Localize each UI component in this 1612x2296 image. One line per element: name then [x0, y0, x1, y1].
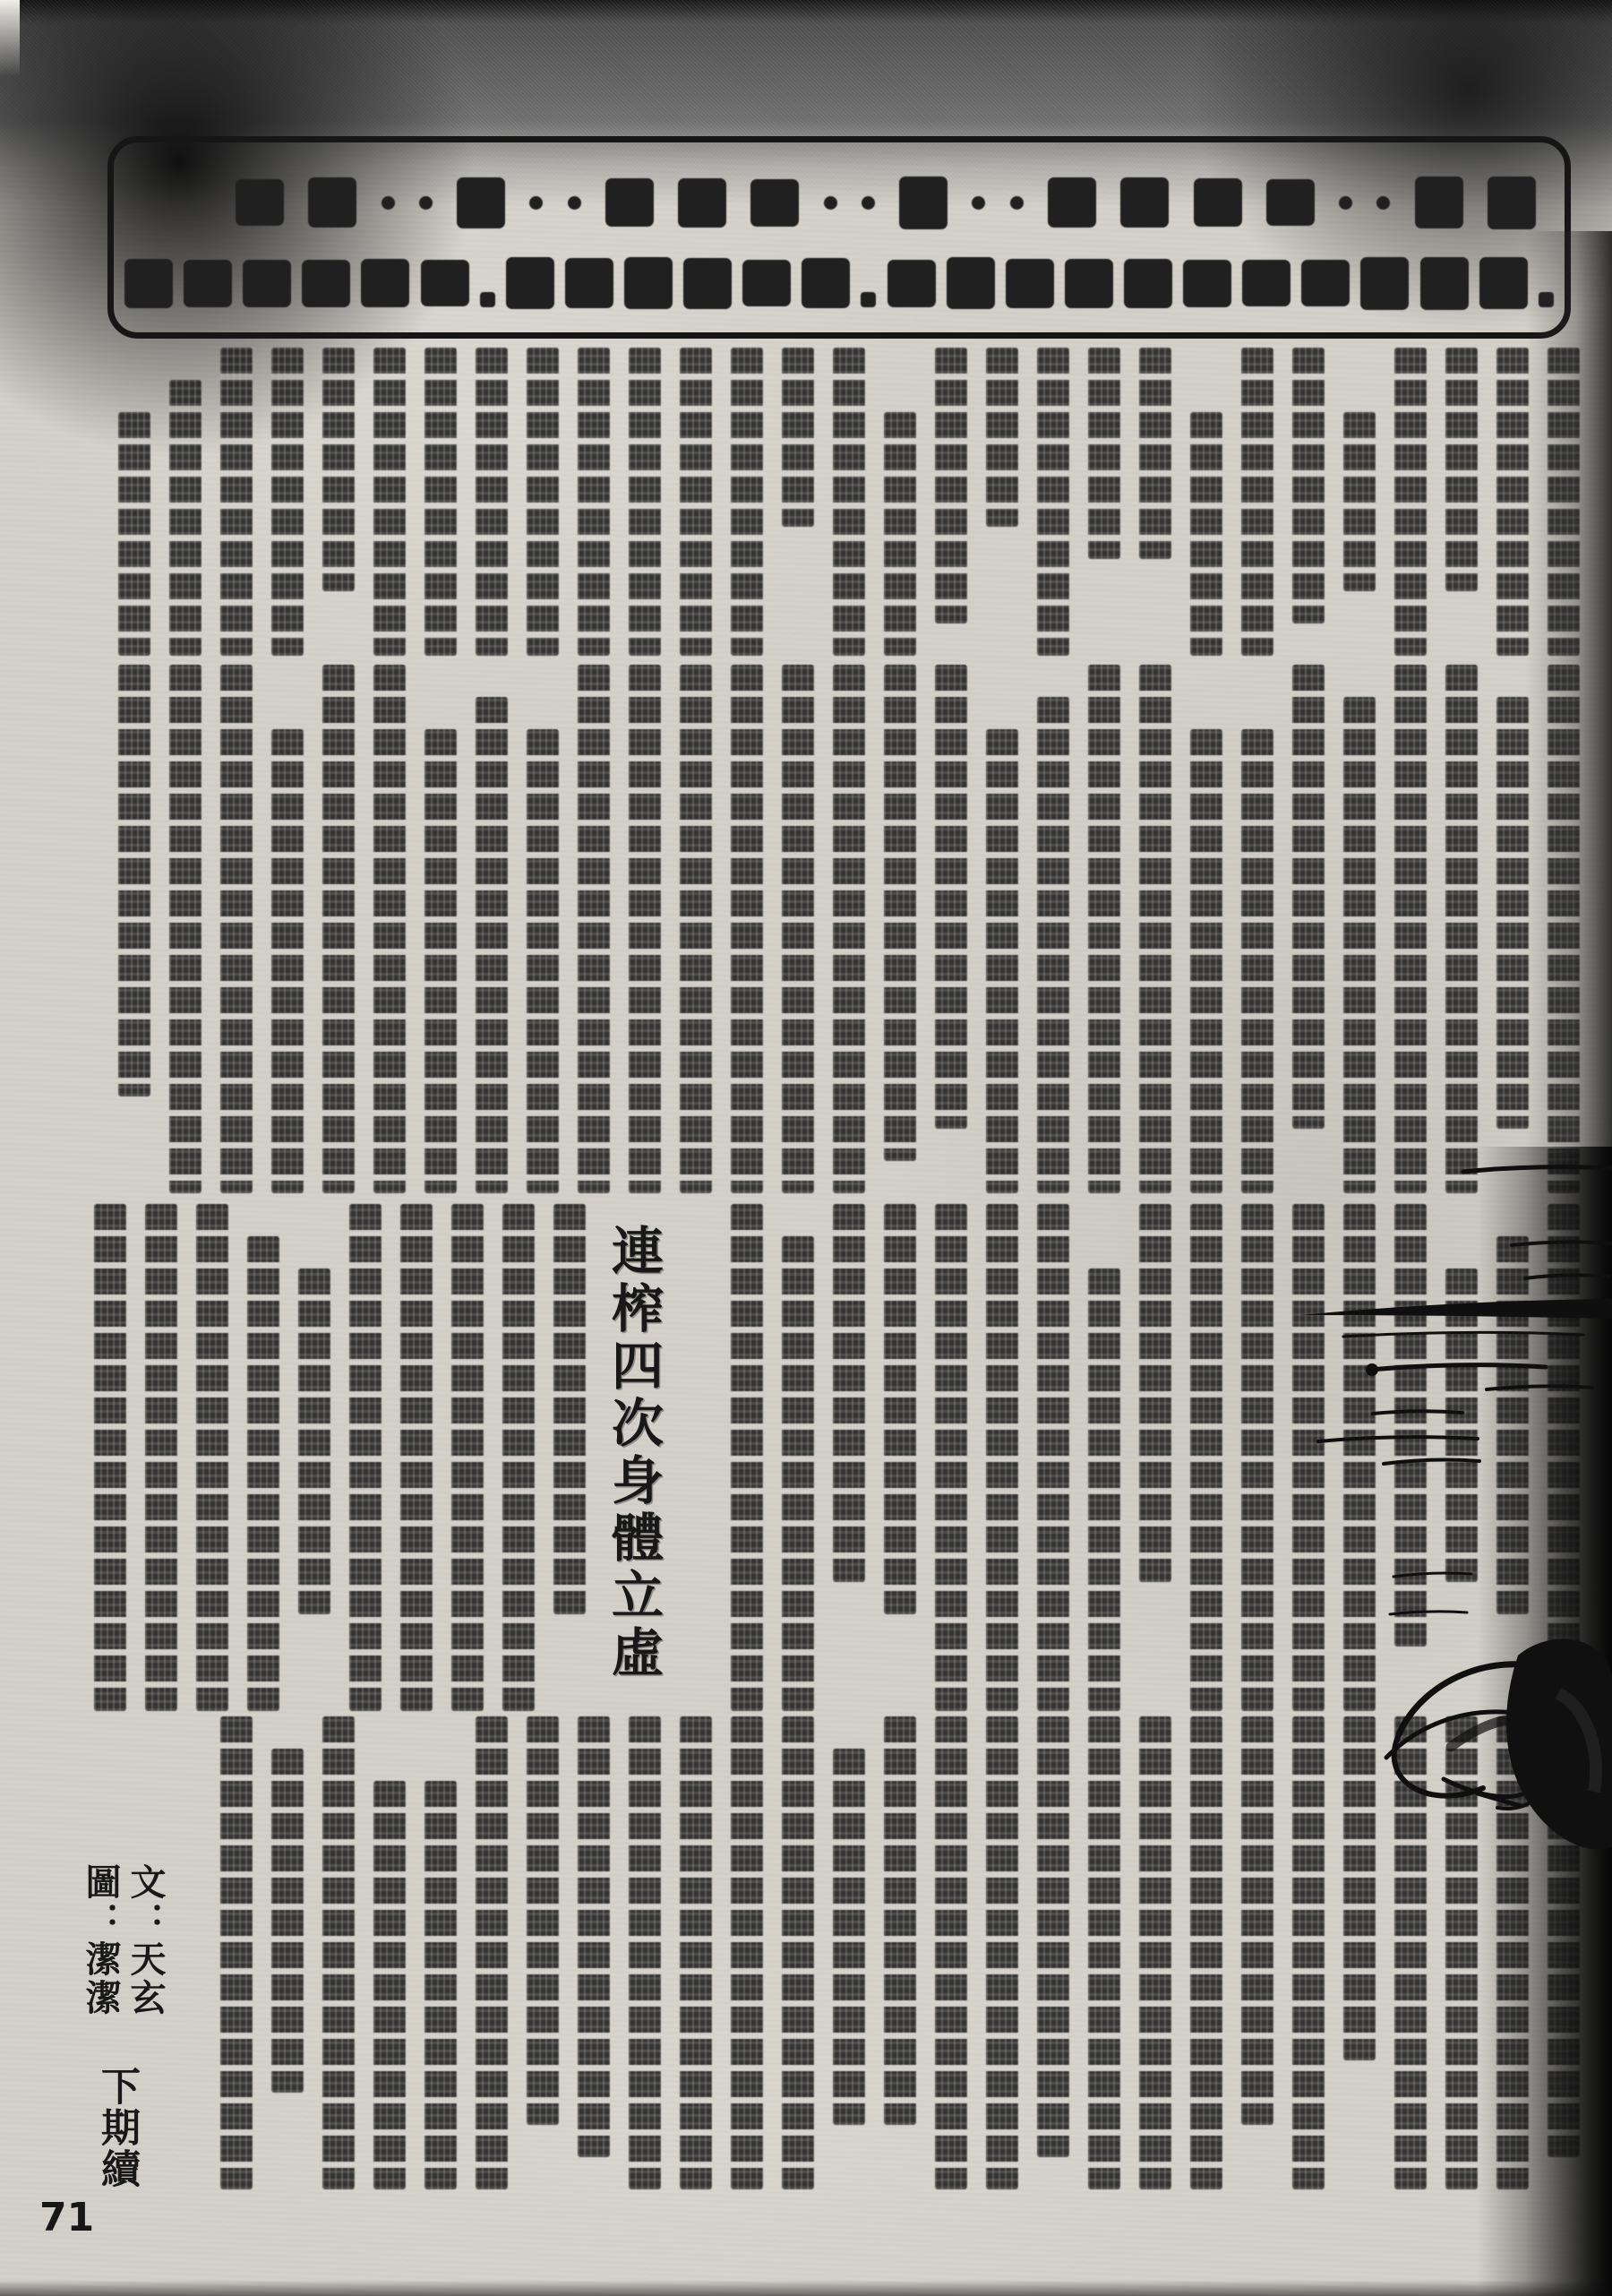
scan-right-edge-shadow-lower [1478, 1147, 1612, 2296]
redacted-text-column [373, 665, 406, 1193]
redacted-headline-glyph [750, 179, 799, 227]
redacted-text-column [118, 665, 150, 1096]
redacted-text-column [476, 1716, 508, 2189]
redacted-text-column [94, 1204, 126, 1711]
redacted-headline-glyph [824, 196, 837, 210]
redacted-text-column [1292, 348, 1325, 623]
redacted-text-column [220, 348, 253, 656]
redacted-text-column [1190, 1204, 1222, 1711]
redacted-text-column [298, 1268, 330, 1614]
redacted-headline-glyph [802, 258, 850, 308]
redacted-text-column [1292, 1716, 1325, 2189]
credit-artist: 圖：潔潔 [81, 1863, 120, 2017]
redacted-text-column [629, 348, 661, 656]
redacted-text-column [782, 348, 814, 527]
redacted-text-column [118, 412, 150, 656]
redacted-text-column [349, 1204, 382, 1711]
redacted-text-column [782, 1236, 814, 1711]
redacted-text-column [1241, 1716, 1273, 2125]
redacted-headline-glyph [1266, 179, 1315, 226]
redacted-text-column [833, 1749, 865, 2125]
redacted-text-column [1037, 697, 1069, 1193]
redacted-text-column [1139, 1204, 1171, 1582]
redacted-text-column [1037, 1716, 1069, 2157]
redacted-text-column [1139, 348, 1171, 559]
redacted-text-column [1241, 1204, 1273, 1711]
redacted-headline-glyph [972, 196, 985, 210]
redacted-headline-glyph [1360, 257, 1409, 310]
redacted-text-column [986, 1716, 1018, 2189]
redacted-headline-glyph [947, 257, 995, 309]
redacted-text-column [1394, 1716, 1427, 2189]
redacted-text-column [1241, 348, 1273, 656]
redacted-text-column [169, 665, 202, 1193]
scan-bottom-edge-shadow [0, 2280, 1612, 2296]
next-issue-label: 下期續 [95, 2066, 139, 2189]
redacted-text-column [1343, 1716, 1376, 2060]
redacted-text-column [1343, 697, 1376, 1193]
redacted-headline-glyph [1488, 176, 1536, 229]
redacted-headline-glyph [419, 196, 433, 210]
redacted-headline-glyph [124, 259, 173, 308]
redacted-text-column [680, 348, 712, 656]
redacted-text-column [1088, 348, 1120, 559]
redacted-text-column [1241, 729, 1273, 1193]
redacted-headline-glyph [1420, 257, 1469, 310]
redacted-text-column [935, 1204, 967, 1711]
redacted-headline-glyph [1120, 177, 1169, 228]
redacted-text-column [833, 665, 865, 1193]
redacted-text-column [731, 1204, 763, 1711]
redacted-text-column [578, 1716, 610, 2157]
redacted-text-column [322, 1716, 355, 2189]
headline-box [107, 136, 1571, 339]
redacted-headline-glyph [480, 292, 495, 307]
redacted-text-column [782, 665, 814, 1193]
redacted-headline-glyph [1301, 260, 1350, 306]
redacted-text-column [680, 665, 712, 1193]
redacted-headline-glyph [1339, 196, 1352, 210]
redacted-headline-glyph [1415, 176, 1463, 228]
redacted-text-column [1394, 665, 1427, 1193]
redacted-text-column [220, 665, 253, 1193]
redacted-headline-glyph [1010, 196, 1024, 210]
redacted-text-column [1139, 665, 1171, 1193]
body-text-band-3-left-redacted [79, 1204, 586, 1711]
redacted-text-column [169, 380, 202, 656]
redacted-headline-glyph [1124, 259, 1172, 308]
redacted-headline-glyph [1194, 178, 1242, 227]
redacted-text-column [220, 1716, 253, 2189]
redacted-text-column [884, 412, 916, 656]
redacted-text-column [935, 665, 967, 1129]
redacted-text-column [1394, 348, 1427, 656]
redacted-text-column [1190, 729, 1222, 1193]
redacted-headline-glyph [861, 292, 876, 307]
redacted-headline-glyph [1048, 177, 1096, 228]
redacted-text-column [1343, 1204, 1376, 1711]
redacted-text-column [884, 1204, 916, 1614]
redacted-text-column [1445, 665, 1478, 1193]
redacted-headline-glyph [421, 260, 469, 306]
redacted-headline-glyph [1376, 196, 1390, 210]
redacted-text-column [424, 1781, 457, 2189]
redacted-text-column [833, 348, 865, 656]
redacted-text-column [502, 1204, 535, 1711]
redacted-text-column [1343, 412, 1376, 591]
redacted-headline-glyph [1065, 259, 1113, 308]
redacted-headline-glyph [506, 257, 554, 309]
redacted-headline-glyph [568, 196, 581, 210]
redacted-headline-glyph [1242, 260, 1290, 306]
redacted-text-column [373, 1781, 406, 2189]
redacted-headline-glyph [1006, 259, 1054, 308]
redacted-text-column [935, 1716, 967, 2189]
redacted-headline-glyph [1183, 260, 1231, 307]
redacted-text-column [1037, 348, 1069, 656]
credit-author: 文：天玄 [125, 1863, 165, 2017]
redacted-text-column [145, 1204, 177, 1711]
redacted-headline-glyph [678, 178, 726, 228]
redacted-text-column [1292, 665, 1325, 1129]
redacted-headline-glyph [457, 177, 505, 228]
redacted-text-column [986, 729, 1018, 1193]
redacted-text-column [578, 665, 610, 1193]
redacted-text-column [271, 1749, 304, 2093]
redacted-headline-glyph [382, 196, 395, 210]
redacted-text-column [629, 665, 661, 1193]
redacted-text-column [322, 348, 355, 591]
redacted-text-column [1394, 1204, 1427, 1647]
redacted-text-column [1139, 1716, 1171, 2189]
redacted-text-column [527, 348, 559, 656]
redacted-text-column [578, 348, 610, 656]
redacted-text-column [553, 1204, 586, 1614]
redacted-text-column [1445, 348, 1478, 591]
redacted-text-column [1190, 1716, 1222, 2189]
redacted-headline-glyph [302, 260, 350, 307]
body-text-band-4-redacted [188, 1716, 1580, 2189]
redacted-text-column [527, 1716, 559, 2125]
redacted-text-column [731, 665, 763, 1193]
redacted-text-column [1445, 1716, 1478, 2189]
redacted-text-column [196, 1204, 228, 1711]
redacted-text-column [424, 348, 457, 656]
redacted-headline-glyph [529, 196, 543, 210]
redacted-text-column [731, 348, 763, 656]
redacted-text-column [424, 729, 457, 1193]
headline-line-2-redacted [124, 255, 1554, 311]
section-title: 連榨四次身體立虛 [604, 1224, 662, 1682]
redacted-headline-glyph [565, 258, 613, 308]
redacted-text-column [527, 729, 559, 1193]
redacted-headline-glyph [624, 257, 673, 309]
redacted-text-column [782, 1716, 814, 2189]
redacted-text-column [731, 1716, 763, 2189]
redacted-text-column [884, 1716, 916, 2125]
scan-edge-highlight [0, 0, 20, 77]
body-text-band-2-redacted [79, 665, 1580, 1193]
redacted-text-column [680, 1716, 712, 2189]
redacted-headline-glyph [683, 258, 732, 309]
redacted-text-column [400, 1204, 433, 1711]
redacted-headline-glyph [1479, 257, 1528, 309]
redacted-text-column [476, 697, 508, 1193]
redacted-text-column [884, 665, 916, 1161]
redacted-text-column [1088, 1716, 1120, 2189]
redacted-headline-glyph [899, 176, 947, 229]
redacted-headline-glyph [236, 179, 284, 226]
redacted-headline-glyph [361, 259, 409, 307]
redacted-text-column [1037, 1204, 1069, 1711]
redacted-text-column [1088, 1268, 1120, 1711]
redacted-text-column [1190, 412, 1222, 656]
redacted-text-column [476, 348, 508, 656]
body-text-band-3-right-redacted [681, 1204, 1580, 1711]
redacted-text-column [1445, 1268, 1478, 1582]
redacted-text-column [271, 348, 304, 656]
redacted-headline-glyph [862, 196, 875, 210]
headline-line-1-redacted [236, 175, 1536, 230]
redacted-text-column [935, 348, 967, 623]
redacted-headline-glyph [887, 260, 936, 307]
redacted-text-column [986, 1204, 1018, 1711]
redacted-text-column [373, 348, 406, 656]
redacted-text-column [1496, 348, 1529, 656]
redacted-text-column [833, 1204, 865, 1582]
redacted-text-column [1088, 665, 1120, 1193]
redacted-headline-glyph [605, 178, 654, 227]
redacted-text-column [986, 348, 1018, 527]
redacted-text-column [629, 1716, 661, 2189]
redacted-headline-glyph [243, 260, 291, 307]
redacted-text-column [322, 665, 355, 1193]
redacted-text-column [271, 729, 304, 1193]
body-text-band-1-redacted [79, 348, 1580, 656]
redacted-text-column [451, 1204, 484, 1711]
redacted-headline-glyph [308, 177, 356, 228]
redacted-text-column [1496, 697, 1529, 1129]
page-number: 71 [39, 2195, 95, 2240]
redacted-headline-glyph [742, 260, 791, 306]
redacted-text-column [247, 1236, 279, 1711]
redacted-text-column [1292, 1204, 1325, 1711]
redacted-headline-glyph [184, 260, 232, 307]
